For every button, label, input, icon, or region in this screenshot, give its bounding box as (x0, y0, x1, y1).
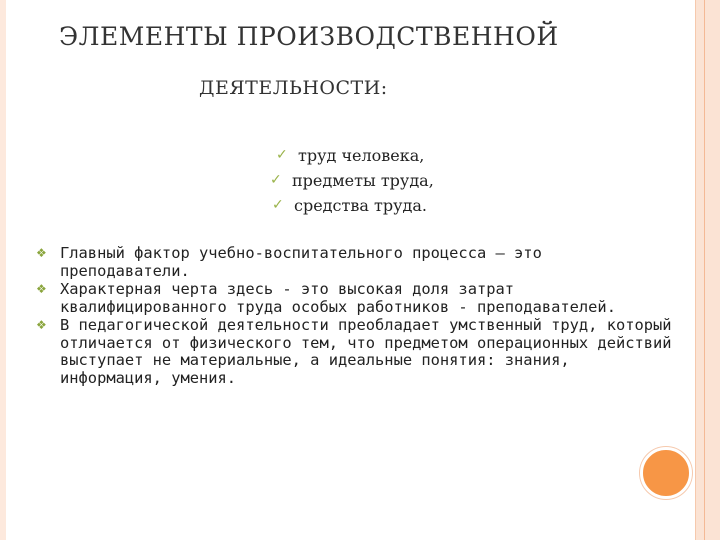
checklist-item: ✓ средства труда. (272, 193, 434, 218)
title-line-1: ЭЛЕМЕНТЫ ПРОИЗВОДСТВЕННОЙ (59, 22, 559, 51)
slide-title (56, 22, 616, 99)
decorative-orange-circle (640, 447, 692, 499)
slide-left-border (0, 0, 6, 540)
slide-right-border (695, 0, 720, 540)
bullet-list (36, 245, 676, 388)
diamond-bullet-icon: ❖ (36, 282, 47, 296)
checkmark-icon: ✓ (270, 172, 282, 188)
checkmark-icon: ✓ (276, 147, 288, 163)
checklist-item: ✓ предметы труда, (270, 168, 434, 193)
bullet-item: ❖ В педагогической деятельности преобладает умственный труд, который отличается от физического тем, что предметом операционных действий выступает не материальные, а идеальные понятия: знания, информация, умения. (36, 316, 672, 387)
diamond-bullet-icon: ❖ (36, 318, 47, 332)
bullet-item: ❖ Характерная черта здесь - это высокая доля затрат квалифицированного труда особых работников - преподавателей. (36, 280, 616, 316)
checkmark-icon: ✓ (272, 197, 284, 213)
diamond-bullet-icon: ❖ (36, 246, 47, 260)
bullet-item: ❖ Главный фактор учебно-воспитательного процесса – это преподаватели. (36, 244, 542, 280)
checklist (270, 143, 434, 218)
checklist-item: ✓ труд человека, (276, 143, 434, 168)
title-line-2: ДЕЯТЕЛЬНОСТИ: (199, 77, 388, 99)
